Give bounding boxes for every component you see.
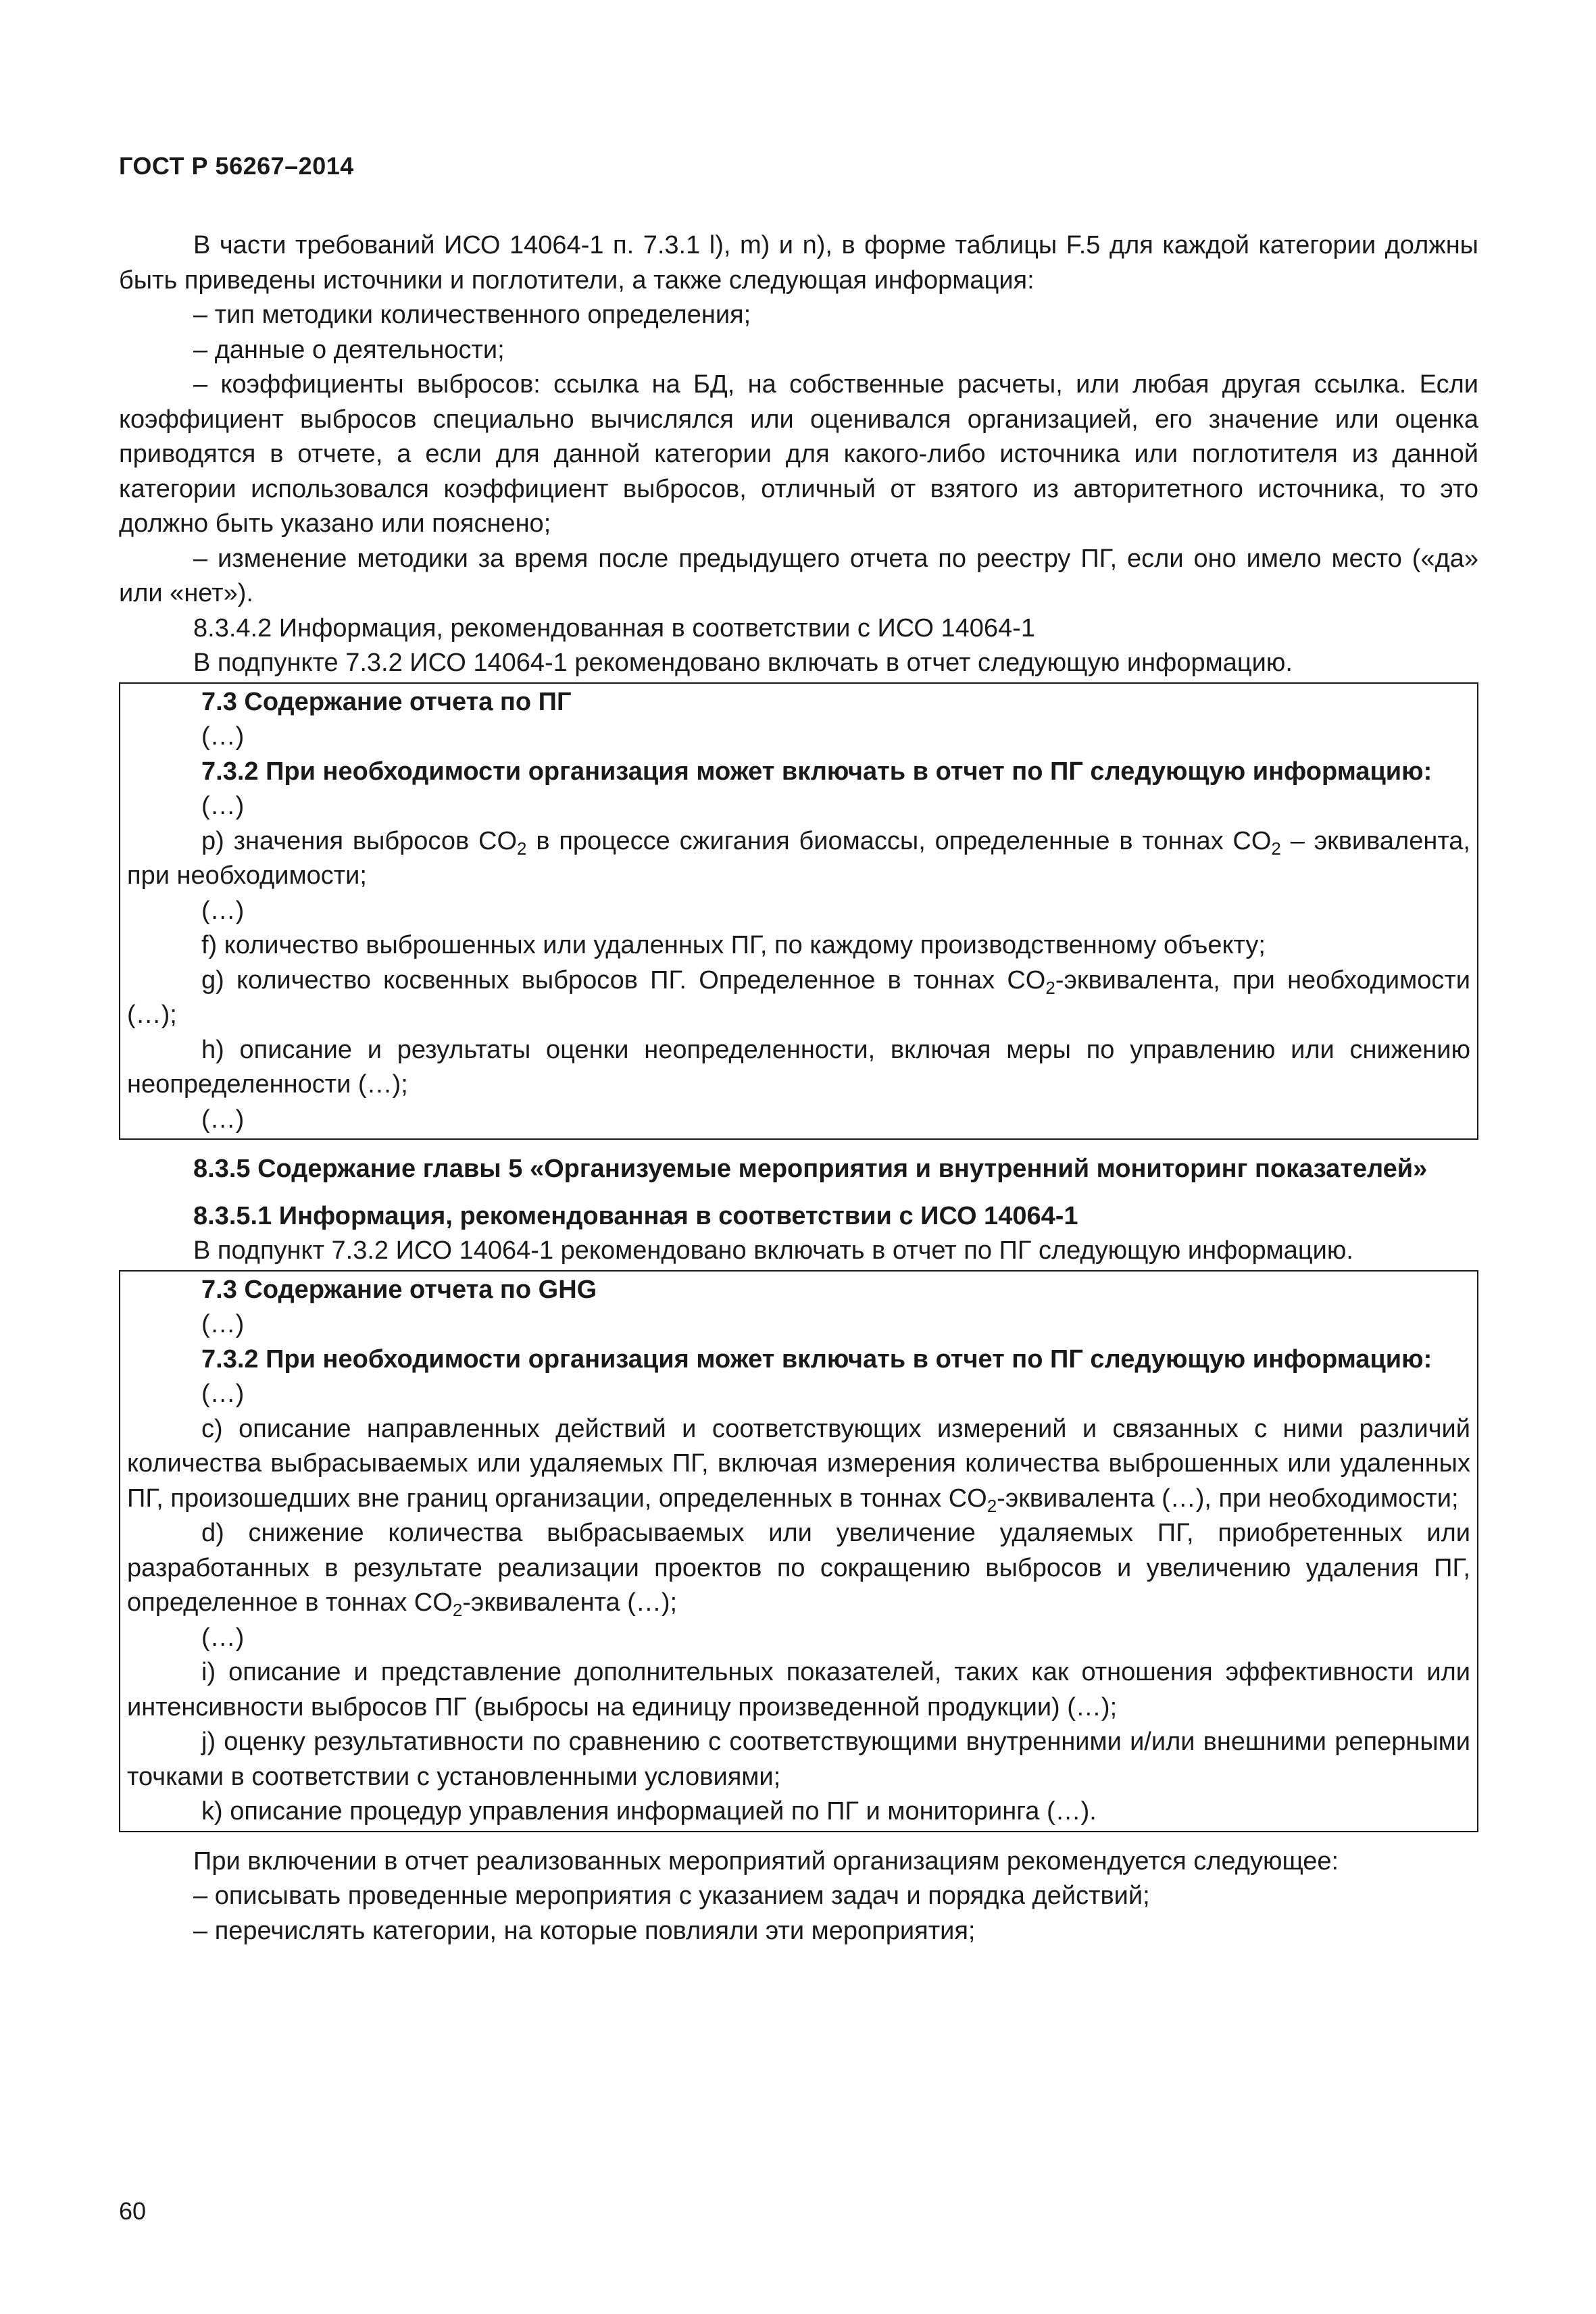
ellipsis: (…) <box>201 1380 245 1408</box>
section-text-8342: В подпункте 7.3.2 ИСО 14064-1 рекомендовано включать в отчет следующую информацию. <box>193 649 1293 677</box>
list-item-p: p) значения выбросов $CO_2$ в процессе сжигания биомассы, определенные в тоннах $CO_2$ – эквивалента, при необходимости; <box>127 826 1470 890</box>
quote-heading: 7.3 Содержание отчета по GHG <box>201 1275 597 1304</box>
dash-item: – данные о деятельности; <box>193 335 505 364</box>
list-item-f: f) количество выброшенных или удаленных ПГ, по каждому производственному объекту; <box>201 931 1266 959</box>
ellipsis: (…) <box>201 1105 245 1134</box>
section-title-8342: 8.3.4.2 Информация, рекомендованная в соответствии с ИСО 14064-1 <box>193 613 1035 643</box>
ellipsis: (…) <box>201 1310 245 1338</box>
list-item-j: j) оценку результативности по сравнению с соответствующими внутренними и/или внешними реперными точками в соответствии с установленными условиями; <box>127 1728 1470 1791</box>
list-item-g: g) количество косвенных выбросов ПГ. Определенное в тоннах $CO_2$-эквивалента, при необходимости (…); <box>127 965 1470 1029</box>
list-item-i: i) описание и представление дополнительных показателей, таких как отношения эффективности или интенсивности выбросов ПГ (выбросы на единицу произведенной продукции) (…); <box>127 1658 1470 1721</box>
list-item-c: c) описание направленных действий и соответствующих измерений и связанных с ними различий количества выбрасываемых или удаляемых ПГ, включая измерения количества выброшенных или удаленных ПГ, произошедших вне границ организации, определенных в тоннах $CO_2$-эквивалента (…), при необходимости; <box>127 1414 1470 1516</box>
section-text-8351: В подпункт 7.3.2 ИСО 14064-1 рекомендовано включать в отчет по ПГ следующую информацию. <box>193 1236 1353 1265</box>
section-title-8351: 8.3.5.1 Информация, рекомендованная в соответствии с ИСО 14064-1 <box>193 1201 1078 1230</box>
dash-item: – коэффициенты выбросов: ссылка на БД, на собственные расчеты, или любая другая ссылка. Если коэффициент выбросов специально вычислялся или оценивался организацией, его значение или оценка приводятся в отчете, а если для данной категории для какого-либо источника или поглотителя из данной категории использовался коэффициент выбросов, отличный от взятого из авторитетного источника, то это должно быть указано или пояснено; <box>119 370 1478 538</box>
quote-subheading: 7.3.2 При необходимости организация может включать в отчет по ПГ следующую информацию: <box>201 1344 1432 1374</box>
quote-heading: 7.3 Содержание отчета по ПГ <box>201 687 572 716</box>
dash-item: – описывать проведенные мероприятия с указанием задач и порядка действий; <box>193 1882 1150 1910</box>
document-code-header: ГОСТ Р 56267–2014 <box>119 152 354 180</box>
page-body <box>119 228 1478 1948</box>
ellipsis: (…) <box>201 896 245 925</box>
ellipsis: (…) <box>201 722 245 751</box>
page-number: 60 <box>119 2197 147 2225</box>
closing-paragraph: При включении в отчет реализованных мероприятий организациям рекомендуется следующее: <box>193 1846 1339 1876</box>
quote-subheading: 7.3.2 При необходимости организация может включать в отчет по ПГ следующую информацию: <box>201 757 1432 786</box>
quote-box-1 <box>119 682 1478 1140</box>
intro-paragraph: В части требований ИСО 14064-1 п. 7.3.1 l), m) и n), в форме таблицы F.5 для каждой категории должны быть приведены источники и поглотители, а также следующая информация: <box>119 231 1478 295</box>
list-item-k: k) описание процедур управления информацией по ПГ и мониторинга (…). <box>201 1797 1097 1826</box>
dash-item: – изменение методики за время после предыдущего отчета по реестру ПГ, если оно имело место («да» или «нет»). <box>119 544 1478 607</box>
dash-item: – тип методики количественного определения; <box>193 301 751 329</box>
dash-item: – перечислять категории, на которые повлияли эти мероприятия; <box>193 1916 976 1945</box>
ellipsis: (…) <box>201 1623 245 1652</box>
list-item-d: d) снижение количества выбрасываемых или увеличение удаляемых ПГ, приобретенных или разработанных в результате реализации проектов по сокращению выбросов и увеличению удаления ПГ, определенное в тоннах $CO_2$-эквивалента (…); <box>127 1519 1470 1620</box>
quote-box-2 <box>119 1270 1478 1832</box>
list-item-h: h) описание и результаты оценки неопределенности, включая меры по управлению или снижению неопределенности (…); <box>127 1035 1470 1099</box>
ellipsis: (…) <box>201 792 245 820</box>
section-title-835: 8.3.5 Содержание главы 5 «Организуемые мероприятия и внутренний мониторинг показателей» <box>193 1155 1428 1183</box>
